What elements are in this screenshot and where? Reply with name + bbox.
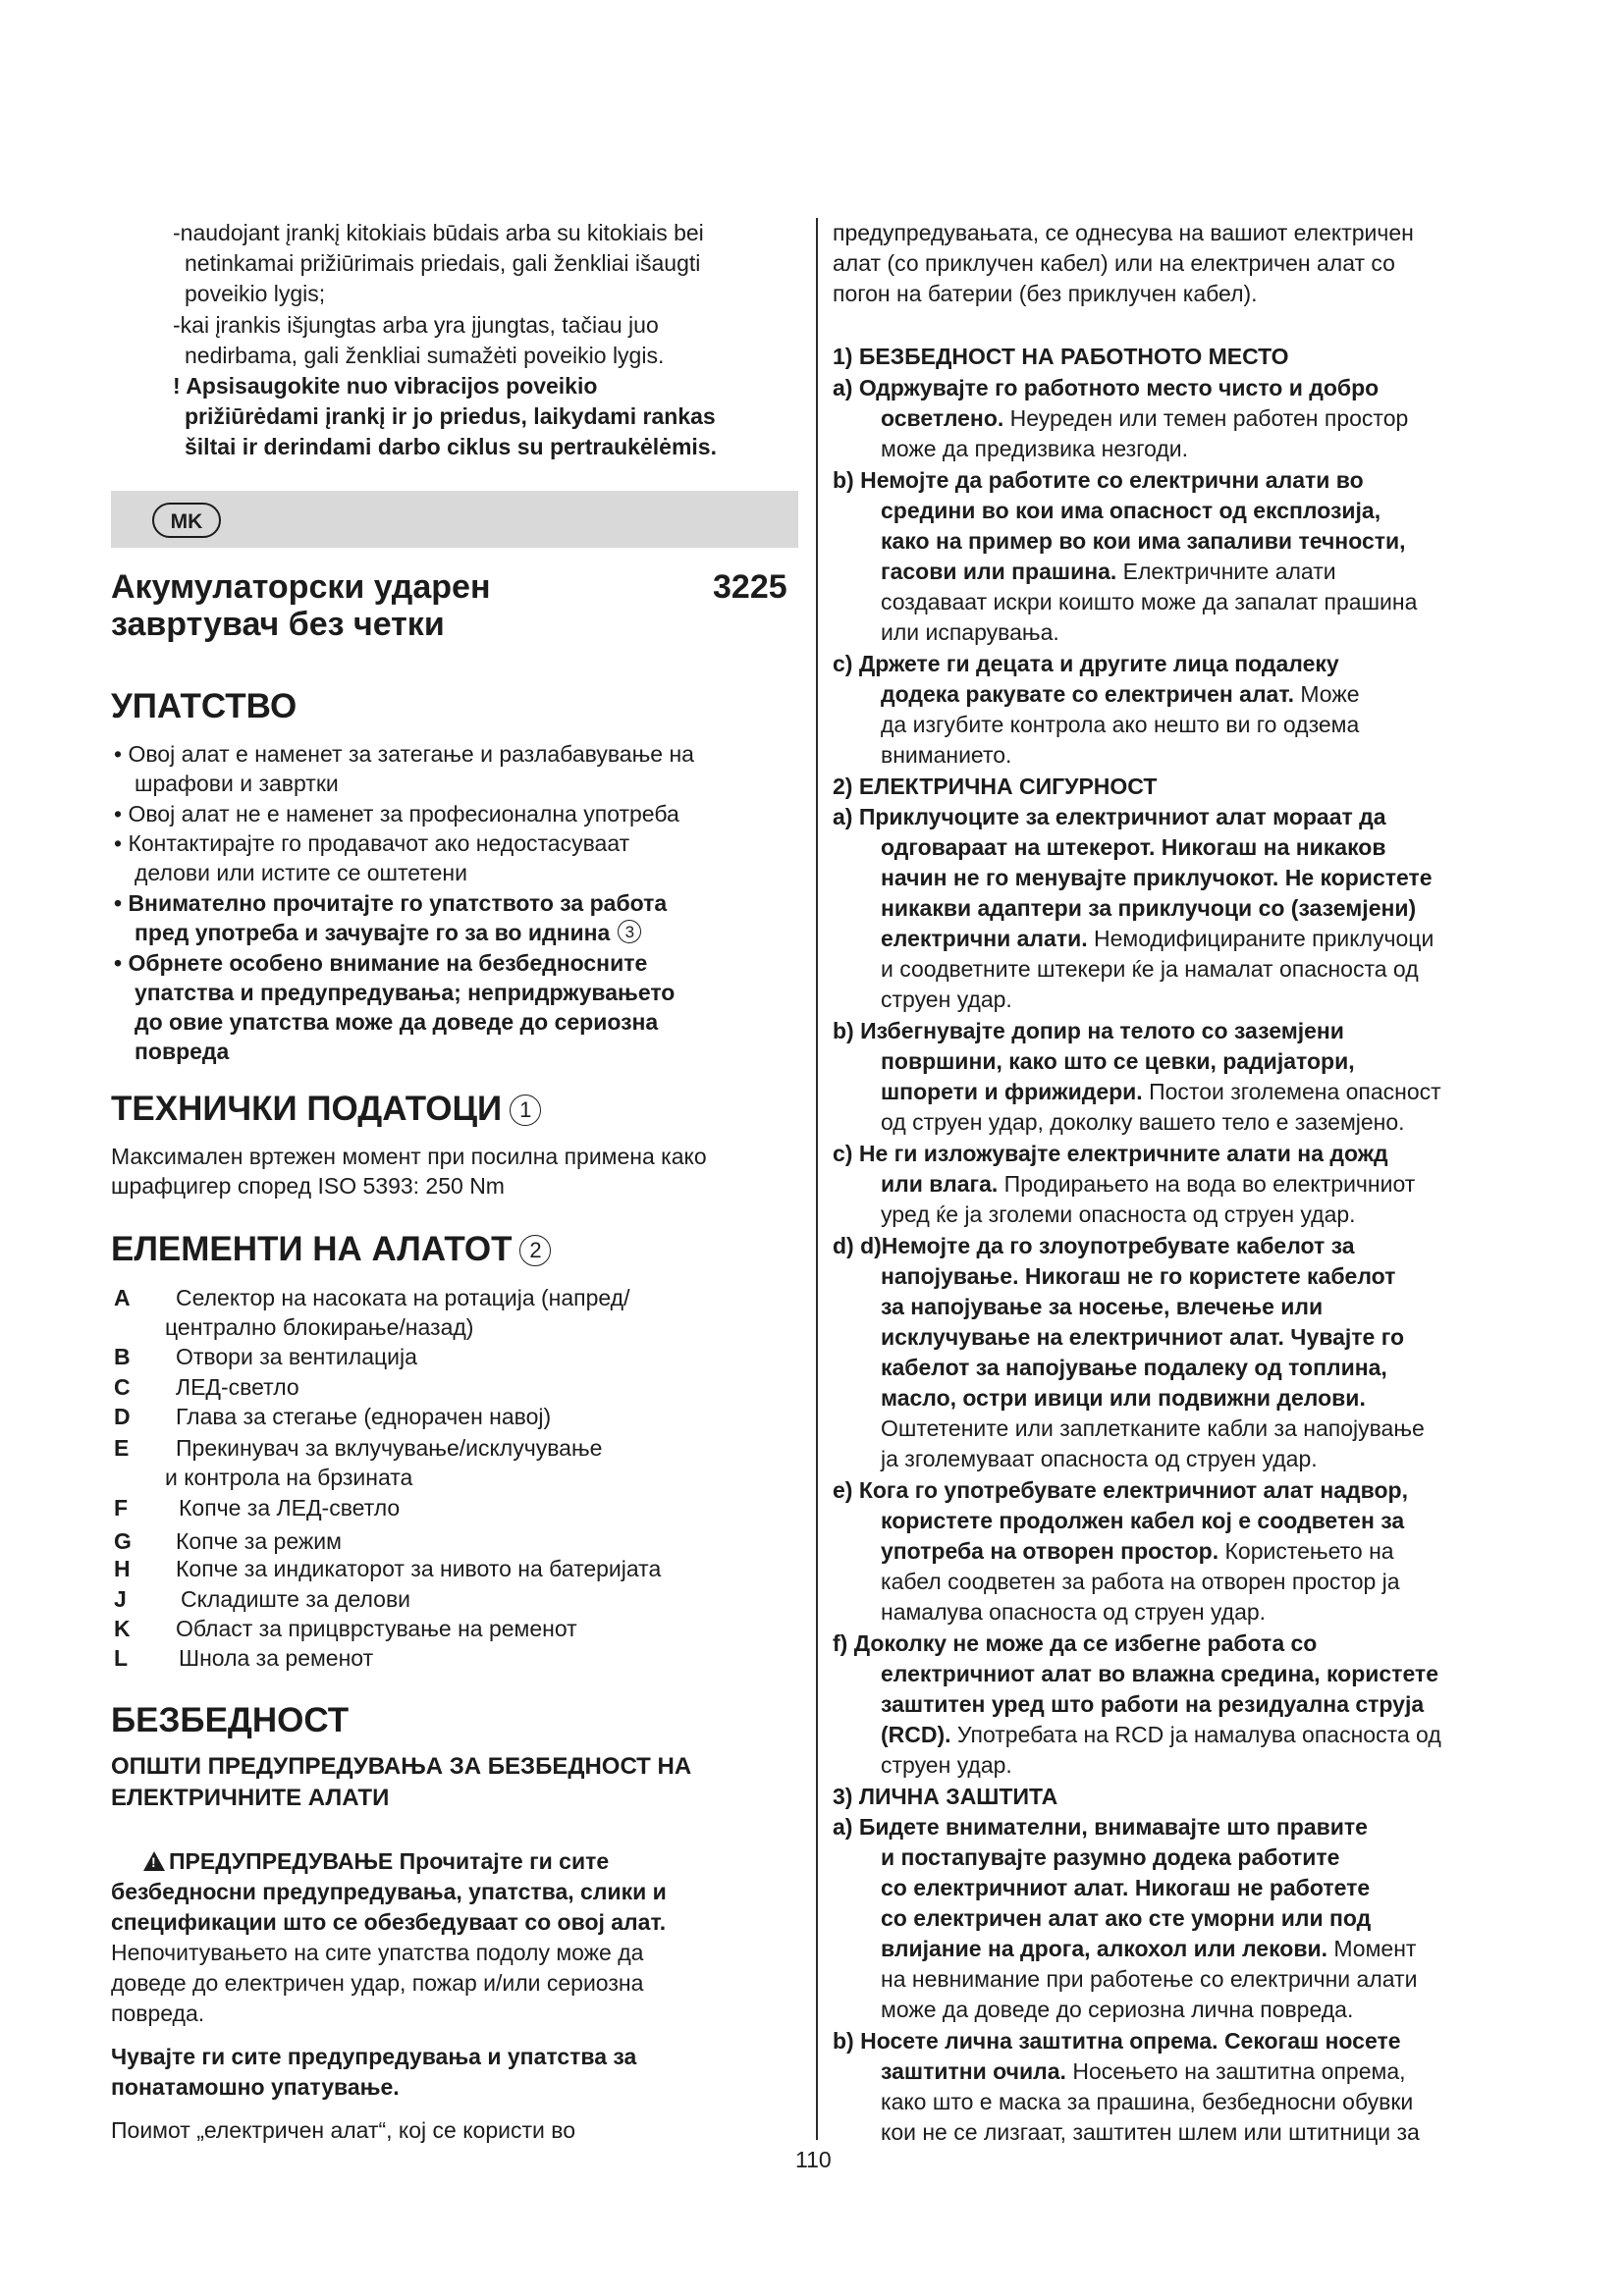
right-text-line: и соодветните штекери ќе ја намалат опасноста од (881, 956, 1419, 982)
keep-instructions: Чувајте ги сите предупредувања и упатства за (111, 2044, 637, 2069)
right-text-line: начин не го менувајте приклучокот. Не користете (881, 865, 1433, 890)
element-text: Копче за ЛЕД-светло (179, 1495, 401, 1521)
right-text-line: одговараат на штекерот. Никогаш на никаков (881, 834, 1386, 860)
right-text-line: кабелот за напојување подалеку од топлина, (881, 1355, 1387, 1380)
right-text-line: заштитен уред што работи на резидуална струја (881, 1691, 1425, 1717)
element-text: Отвори за вентилација (176, 1344, 417, 1369)
element-text: Складиште за делови (181, 1586, 411, 1612)
element-letter: F (114, 1495, 129, 1521)
element-text: Селектор на насоката на ротација (напред/ (176, 1285, 630, 1310)
right-text-line: со електричен алат ако сте уморни или под (881, 1905, 1372, 1931)
right-text-line: исклучување на електричниот алат. Чувајте го (881, 1324, 1405, 1350)
right-text-line: употреба на отворен простор. Користењето на (881, 1538, 1394, 1564)
general-warnings-heading: ЕЛЕКТРИЧНИТЕ АЛАТИ (111, 1785, 390, 1811)
upatstvo-bold-line: пред употреба и зачувајте го за во иднина 3 (135, 918, 641, 948)
right-text-line: d) d)Немојте да го злоупотребувате кабелот за (833, 1233, 1355, 1258)
intro-line: netinkamai prižiūrimais priedais, gali ženkliai išaugti (185, 250, 701, 276)
right-text-line: кабел соодветен за работа на отворен простор ја (881, 1569, 1400, 1594)
tech-text: шрафцигер според ISO 5393: 250 Nm (111, 1173, 505, 1199)
warning-line: !ПРЕДУПРЕДУВАЊЕ Прочитајте ги сите (143, 1846, 609, 1877)
ref-2-icon: 2 (519, 1235, 551, 1266)
right-text-line: или испарувања. (881, 619, 1059, 645)
right-text-line: c) Не ги изложувајте електричните алати на дожд (833, 1141, 1388, 1166)
upatstvo-bold: упатства и предупредувања; непридржувањето (135, 980, 676, 1005)
upatstvo-bullet: делови или истите се оштетени (135, 860, 467, 885)
right-text-line: или влага. Продирањето на вода во електричниот (881, 1171, 1416, 1197)
right-text-line: струен удар. (881, 1752, 1012, 1778)
right-text-line: вниманието. (881, 742, 1012, 768)
right-text-line: a) Одржувајте го работното место чисто и добро (833, 375, 1380, 400)
element-letter: B (114, 1344, 131, 1369)
right-text-line: a) Бидете внимателни, внимавајте што правите (833, 1814, 1368, 1840)
upatstvo-bold: до овие упатства може да доведе до сериозна (135, 1009, 659, 1035)
elements-heading: ЕЛЕМЕНТИ НА АЛАТОТ 2 (111, 1230, 551, 1269)
right-text-line: и постапувајте разумно додека работите (881, 1844, 1340, 1870)
ref-3-icon: 3 (618, 920, 641, 943)
product-title: Акумулаторски ударен (111, 568, 491, 606)
right-text-line: на невнимание при работење со електрични алати (881, 1966, 1418, 1992)
right-text-line: 3) ЛИЧНА ЗАШТИТА (833, 1784, 1058, 1809)
warning-bold: спецификации што се обезбедуваат со овој алат. (111, 1909, 667, 1935)
language-badge: MK (152, 503, 221, 538)
upatstvo-bullet: шрафови и завртки (135, 771, 339, 796)
right-text-line: како на пример во кои има запаливи течности, (881, 528, 1406, 554)
right-text-line: заштитни очила. Носењето на заштитна опрема, (881, 2058, 1406, 2084)
element-text-cont: централно блокирање/назад) (165, 1314, 474, 1340)
right-text-line: струен удар. (881, 987, 1012, 1012)
intro-line: -kai įrankis išjungtas arba yra įjungtas, tačiau juo (173, 312, 659, 338)
intro-line: nedirbama, gali ženkliai sumažėti poveikio lygis. (185, 343, 665, 368)
ref-1-icon: 1 (510, 1095, 541, 1126)
right-text-line: предупредувањата, се однесува на вашиот електричен (833, 220, 1414, 245)
element-letter: C (114, 1374, 131, 1400)
right-text-line: создаваат искри коишто може да запалат прашина (881, 589, 1418, 614)
page-number: 110 (795, 2147, 832, 2172)
right-text-line: шпорети и фрижидери. Постои зголемена опасност (881, 1079, 1441, 1104)
safety-heading: БЕЗБЕДНОСТ (111, 1701, 350, 1739)
right-text-line: 1) БЕЗБЕДНОСТ НА РАБОТНОТО МЕСТО (833, 344, 1289, 369)
intro-line: poveikio lygis; (185, 281, 326, 306)
element-letter: A (114, 1285, 131, 1310)
right-text-line: да изгубите контрола ако нешто ви го одзема (881, 712, 1360, 737)
right-text-line: b) Избегнувајте допир на телото со заземјени (833, 1018, 1344, 1043)
right-text-line: напојување. Никогаш не го користете кабелот (881, 1263, 1396, 1289)
right-text-line: електрични алати. Немодифицираните приклучоци (881, 926, 1435, 951)
element-text: Шнола за ременот (179, 1645, 374, 1671)
right-text-line: за напојување за носење, влечење или (881, 1294, 1324, 1319)
intro-bold-line: prižiūrėdami įrankį ir jo priedus, laikydami rankas (185, 403, 716, 429)
intro-bold-line: ! Apsisaugokite nuo vibracijos poveikio (173, 373, 598, 399)
element-text: Копче за режим (176, 1528, 342, 1554)
upatstvo-bullet: • Контактирајте го продавачот ако недостасуваат (114, 830, 630, 856)
intro-bold-line: šiltai ir derindami darbo ciklus su pertraukėlėmis. (185, 434, 717, 459)
warning-bold: безбедносни предупредувања, упатства, слики и (111, 1879, 667, 1904)
warning-triangle-icon (143, 1851, 165, 1871)
general-warnings-heading: ОПШТИ ПРЕДУПРЕДУВАЊА ЗА БЕЗБЕДНОСТ НА (111, 1753, 692, 1780)
right-text-line: ја зголемуваат опасноста од струен удар. (881, 1446, 1318, 1471)
right-text-line: Оштетените или заплетканите кабли за напојување (881, 1415, 1425, 1441)
element-letter: E (114, 1435, 130, 1461)
element-letter: L (114, 1645, 129, 1671)
right-text-line: кои не се лизгаат, заштитен шлем или штитници за (881, 2119, 1420, 2145)
element-text: ЛЕД-светло (176, 1374, 299, 1400)
intro-line: -naudojant įrankį kitokiais būdais arba su kitokiais bei (173, 220, 704, 245)
element-text: Глава за стегање (еднорачен навој) (176, 1404, 552, 1429)
right-text-line: со електричниот алат. Никогаш не работете (881, 1875, 1371, 1900)
right-text-line: гасови или прашина. Електричните алати (881, 559, 1336, 584)
product-title: завртувач без четки (111, 606, 445, 643)
model-number: 3225 (713, 568, 787, 606)
right-text-line: од струен удар, доколку вашето тело е заземјено. (881, 1109, 1405, 1135)
upatstvo-bullet: • Овој алат е наменет за затегање и разлабавување на (114, 741, 694, 767)
right-text-line: електричниот алат во влажна средина, користете (881, 1661, 1438, 1686)
right-text-line: осветлено. Неуреден или темен работен простор (881, 405, 1409, 431)
term-text: Поимот „електричен алат“, кој се користи во (111, 2117, 575, 2143)
right-text-line: a) Приклучоците за електричниот алат мораат да (833, 804, 1386, 829)
upatstvo-heading: УПАТСТВО (111, 687, 298, 725)
element-text: Копче за индикаторот за нивото на батеријата (176, 1556, 662, 1581)
right-text-line: b) Носете лична заштитна опрема. Секогаш носете (833, 2028, 1401, 2054)
warning-text: Непочитувањето на сите упатства подолу може да (111, 1940, 644, 1965)
right-text-line: c) Држете ги децата и другите лица подалеку (833, 651, 1339, 676)
right-text-line: може да предизвика незгоди. (881, 436, 1189, 461)
right-text-line: (RCD). Употребата на RCD ја намалува опасноста од (881, 1722, 1441, 1747)
element-letter: J (114, 1586, 127, 1612)
right-text-line: e) Кога го употребувате електричниот алат надвор, (833, 1477, 1408, 1503)
tech-heading: ТЕХНИЧКИ ПОДАТОЦИ 1 (111, 1090, 541, 1129)
element-text-cont: и контрола на брзината (165, 1465, 413, 1490)
right-text-line: 2) ЕЛЕКТРИЧНА СИГУРНОСТ (833, 774, 1158, 799)
right-text-line: уред ќе ја зголеми опасноста од струен удар. (881, 1201, 1356, 1227)
upatstvo-bullet: • Овој алат не е наменет за професионална употреба (114, 801, 679, 827)
element-letter: D (114, 1404, 131, 1429)
right-text-line: средини во кои има опасност од експлозија, (881, 498, 1381, 523)
upatstvo-bold: • Обрнете особено внимание на безбедносните (114, 950, 648, 976)
right-text-line: b) Немојте да работите со електрични алати во (833, 467, 1364, 493)
right-text-line: како што е маска за прашина, безбедносни обувки (881, 2089, 1414, 2114)
right-text-line: масло, остри ивици или подвижни делови. (881, 1385, 1366, 1411)
upatstvo-bold: • Внимателно прочитајте го упатството за работа (114, 890, 668, 916)
right-text-line: површини, како што се цевки, радијатори, (881, 1048, 1355, 1074)
right-text-line: намалува опасноста од струен удар. (881, 1599, 1267, 1625)
element-letter: G (114, 1528, 132, 1554)
right-text-line: влијание на дрога, алкохол или лекови. Момент (881, 1936, 1417, 1961)
right-text-line: f) Доколку не може да се избегне работа со (833, 1630, 1318, 1656)
right-text-line: никакви адаптери за приклучоци со (заземјени) (881, 895, 1417, 921)
element-letter: H (114, 1556, 131, 1581)
right-text-line: користете продолжен кабел кој е соодветен за (881, 1508, 1405, 1533)
upatstvo-bold: повреда (135, 1039, 230, 1064)
tech-text: Максимален вртежен момент при посилна примена како (111, 1144, 707, 1169)
warning-text: повреда. (111, 2001, 205, 2026)
element-text: Прекинувач за вклучување/исклучување (176, 1435, 603, 1461)
warning-text: доведе до електричен удар, пожар и/или сериозна (111, 1970, 644, 1996)
right-text-line: погон на батерии (без приклучен кабел). (833, 281, 1258, 306)
keep-instructions: понатамошно упатување. (111, 2074, 400, 2100)
column-divider (816, 218, 818, 2140)
element-text: Област за прицврстување на ременот (176, 1616, 577, 1641)
right-text-line: може да доведе до сериозна лична повреда. (881, 1997, 1354, 2022)
right-text-line: алат (со приклучен кабел) или на електричен алат со (833, 250, 1395, 276)
right-text-line: додека ракувате со електричен алат. Може (881, 681, 1360, 707)
element-letter: K (114, 1616, 131, 1641)
